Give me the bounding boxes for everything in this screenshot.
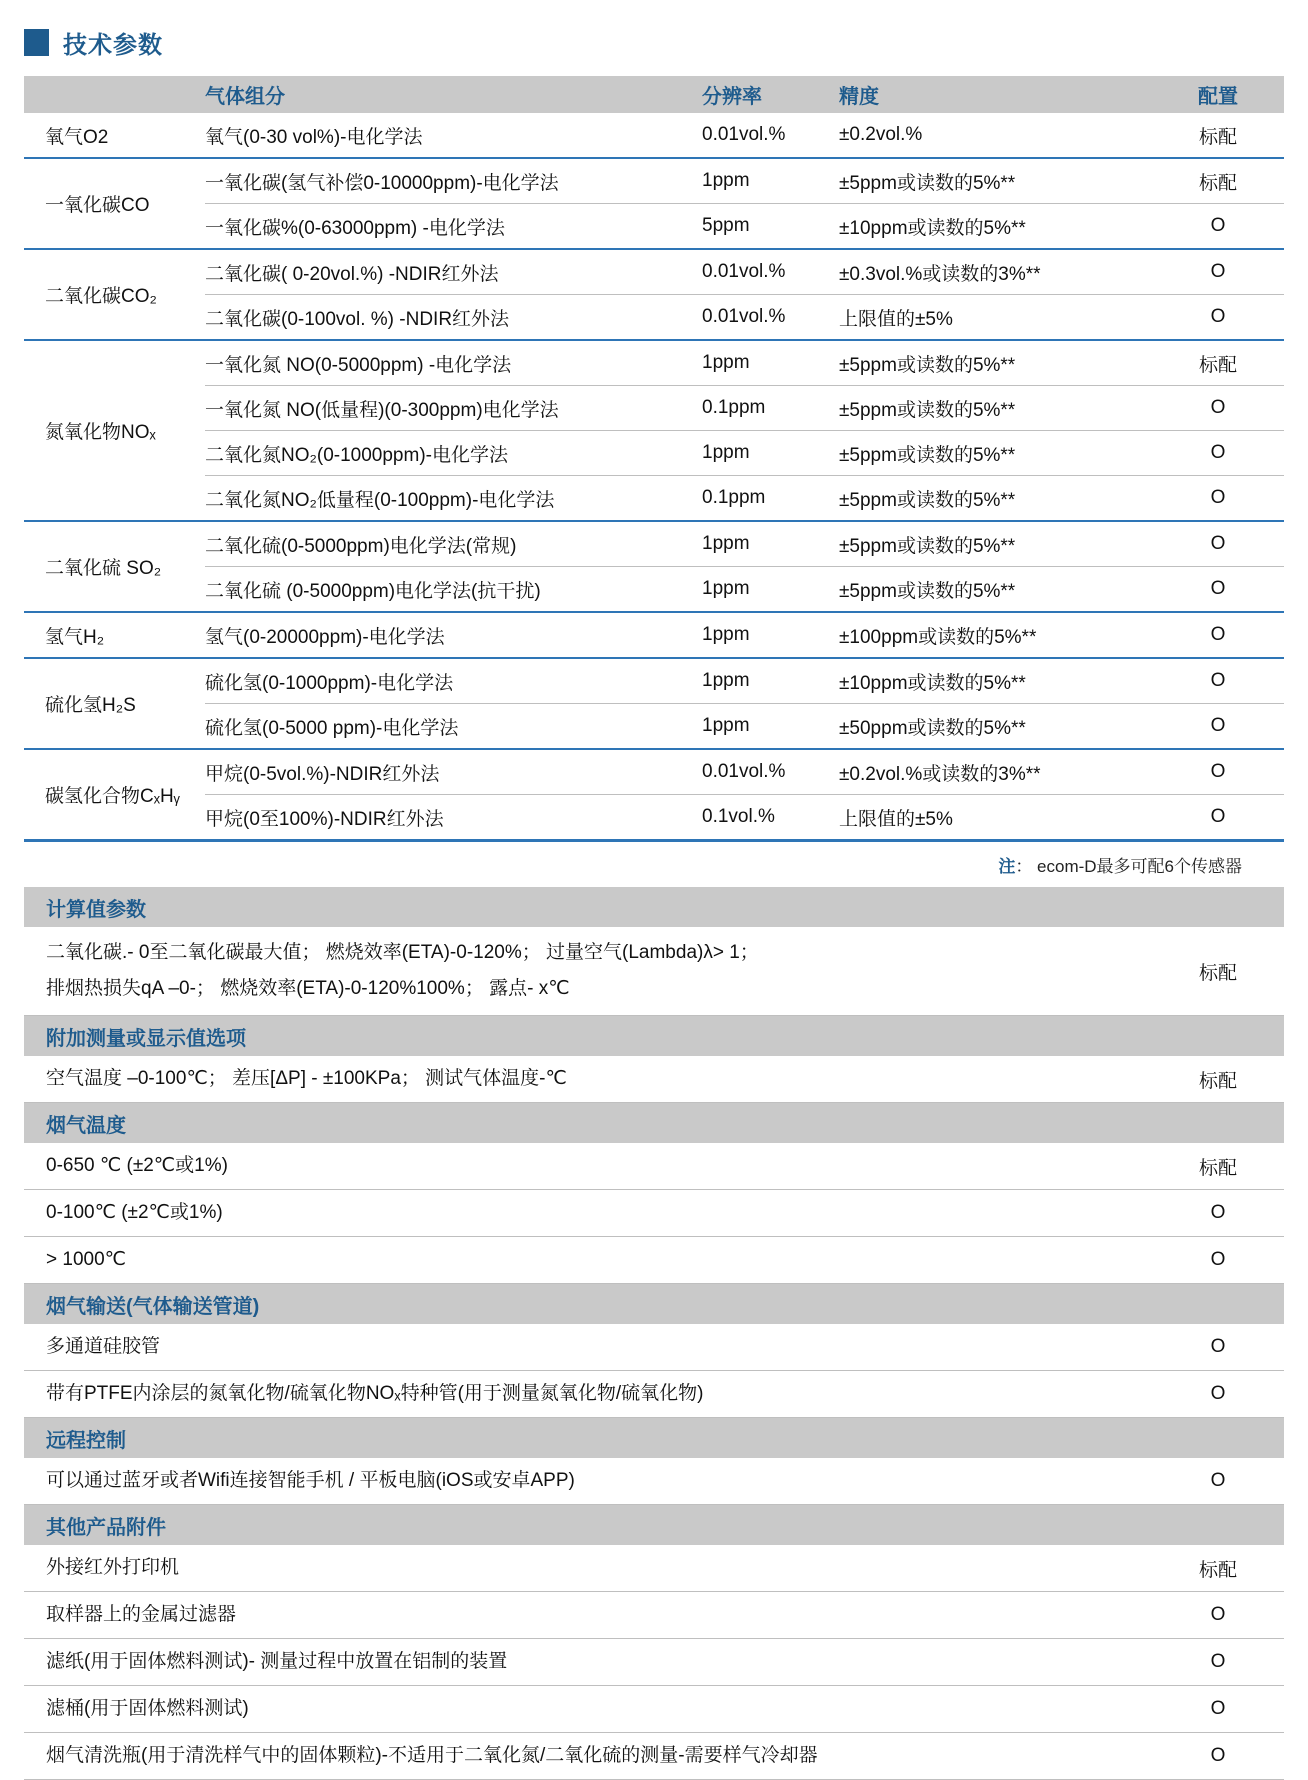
option-config: 标配 [1198,1157,1237,1179]
section-title: 烟气输送(气体输送管道) [46,1295,260,1318]
component-cell: 二氧化氮NO₂(0-1000ppm)-电化学法 [205,431,702,476]
option-row [24,1592,1284,1639]
title-square-icon [24,29,49,56]
option-text [24,1061,1152,1097]
page-title: 技术参数 [63,31,163,59]
row-group-label: 二氧化碳CO₂ [24,249,205,340]
option-row [24,1733,1284,1780]
config-cell: 标配 [1152,158,1284,204]
option-config: O [1210,1202,1226,1223]
table-row [24,795,1284,840]
component-cell: 一氧化碳%(0-63000ppm) -电化学法 [205,204,702,250]
resolution-cell: 1ppm [702,431,839,476]
spec-group-nox [24,340,1284,521]
option-row [24,1143,1284,1190]
config-cell: O [1152,749,1284,795]
option-text-line: 可以通过蓝牙或者Wifi连接智能手机 / 平板电脑(iOS或安卓APP) [46,1470,575,1491]
precision-cell: ±5ppm或读数的5%** [839,386,1152,431]
config-cell: O [1152,476,1284,522]
config-cell: O [1152,567,1284,613]
config-cell: O [1152,521,1284,567]
row-group-label: 碳氢化合物CₓHᵧ [24,749,205,839]
precision-cell: ±10ppm或读数的5%** [839,204,1152,250]
header-precision: 精度 [839,76,1152,113]
section-header-other-accessories [24,1505,1284,1545]
section-title: 计算值参数 [46,898,146,921]
option-text-line: 多通道硅胶管 [46,1336,161,1357]
option-config: O [1210,1745,1226,1766]
component-cell: 二氧化碳(0-100vol. %) -NDIR红外法 [205,295,702,341]
table-row [24,612,1284,658]
spec-table [24,76,1284,839]
option-text-line: 二氧化碳.- 0至二氧化碳最大值； 燃烧效率(ETA)-0-120%； 过量空气(Lambda)λ> 1； [46,942,759,963]
row-group-label: 氮氧化物NOₓ [24,340,205,521]
table-row [24,476,1284,522]
table-row [24,158,1284,204]
table-row [24,521,1284,567]
config-cell: O [1152,204,1284,250]
component-cell: 二氧化硫(0-5000ppm)电化学法(常规) [205,521,702,567]
spec-group-h2 [24,612,1284,658]
option-text [24,1148,1152,1184]
component-cell: 氢气(0-20000ppm)-电化学法 [205,612,702,658]
spec-group-co2 [24,249,1284,340]
resolution-cell: 1ppm [702,704,839,750]
section-title: 其他产品附件 [46,1516,166,1539]
row-group-label: 二氧化硫 SO₂ [24,521,205,612]
option-config: O [1210,1383,1226,1404]
resolution-cell: 0.01vol.% [702,295,839,341]
spec-group-o2 [24,113,1284,158]
component-cell: 氧气(0-30 vol%)-电化学法 [205,126,423,148]
section-title: 烟气温度 [46,1114,126,1137]
spec-group-co [24,158,1284,249]
option-text-line: 排烟热损失qA –0-； 燃烧效率(ETA)-0-120%100%； 露点- x℃ [46,978,570,999]
config-cell: O [1152,612,1284,658]
option-text-line: 取样器上的金属过滤器 [46,1604,237,1625]
component-cell: 硫化氢(0-1000ppm)-电化学法 [205,658,702,704]
option-config: O [1210,1698,1226,1719]
option-text-line: 0-100℃ (±2℃或1%) [46,1202,223,1223]
resolution-cell: 0.01vol.% [702,249,839,295]
precision-cell: ±5ppm或读数的5%** [839,567,1152,613]
section-header-flue-gas-temperature [24,1103,1284,1143]
option-text [24,1329,1152,1365]
note-text: ： ecom-D最多可配6个传感器 [1015,857,1242,876]
section-header-gas-transport [24,1284,1284,1324]
option-row [24,1056,1284,1103]
table-row [24,431,1284,476]
config-cell: 标配 [1152,340,1284,386]
option-config: O [1210,1651,1226,1672]
section-header-additional-measurements [24,1016,1284,1056]
resolution-cell: 1ppm [702,658,839,704]
config-cell: O [1152,704,1284,750]
precision-cell: ±0.2vol.% [839,124,923,145]
precision-cell: ±5ppm或读数的5%** [839,340,1152,386]
table-row [24,386,1284,431]
resolution-cell: 1ppm [702,567,839,613]
row-group-label: 氧气O2 [45,126,109,148]
option-text [24,1597,1152,1633]
option-text-line: 滤桶(用于固体燃料测试) [46,1698,249,1719]
header-config: 配置 [1152,76,1284,113]
precision-cell: ±5ppm或读数的5%** [839,521,1152,567]
option-config: O [1210,1604,1226,1625]
option-config: 标配 [1198,962,1237,984]
option-config: 标配 [1198,1559,1237,1581]
spec-header-row [24,76,1284,113]
resolution-cell: 1ppm [702,521,839,567]
config-cell: 标配 [1198,126,1237,148]
option-text [24,1691,1152,1727]
component-cell: 二氧化碳( 0-20vol.%) -NDIR红外法 [205,249,702,295]
spec-group-h2s [24,658,1284,749]
table-row [24,295,1284,341]
resolution-cell: 1ppm [702,340,839,386]
spec-group-so2 [24,521,1284,612]
option-text [24,1738,1152,1774]
option-text-line: 滤纸(用于固体燃料测试)- 测量过程中放置在铝制的装置 [46,1651,508,1672]
section-header-calculated-values [24,887,1284,927]
option-row [24,1639,1284,1686]
option-text [24,1242,1152,1278]
component-cell: 一氧化碳(氢气补偿0-10000ppm)-电化学法 [205,158,702,204]
component-cell: 一氧化氮 NO(低量程)(0-300ppm)电化学法 [205,386,702,431]
component-cell: 甲烷(0至100%)-NDIR红外法 [205,795,702,840]
resolution-cell: 1ppm [702,158,839,204]
resolution-cell: 0.01vol.% [702,749,839,795]
option-text [24,1376,1152,1412]
option-text-line: 外接红外打印机 [46,1557,180,1578]
table-row [24,113,1284,158]
precision-cell: ±5ppm或读数的5%** [839,476,1152,522]
resolution-cell: 0.1ppm [702,386,839,431]
resolution-cell: 5ppm [702,204,839,250]
option-row [24,927,1284,1016]
row-group-label: 一氧化碳CO [24,158,205,249]
precision-cell: ±5ppm或读数的5%** [839,431,1152,476]
component-cell: 甲烷(0-5vol.%)-NDIR红外法 [205,749,702,795]
option-row [24,1324,1284,1371]
option-text [24,1463,1152,1499]
option-text [24,1195,1152,1231]
sensor-note [24,842,1284,887]
precision-cell: ±50ppm或读数的5%** [839,704,1152,750]
table-row [24,749,1284,795]
precision-cell: 上限值的±5% [839,795,1152,840]
option-row [24,1190,1284,1237]
option-text [24,1644,1152,1680]
spec-table-wrap [24,76,1284,842]
spec-group-cxhy [24,749,1284,839]
row-group-label: 氢气H₂ [24,612,205,658]
component-cell: 硫化氢(0-5000 ppm)-电化学法 [205,704,702,750]
precision-cell: ±10ppm或读数的5%** [839,658,1152,704]
component-cell: 一氧化氮 NO(0-5000ppm) -电化学法 [205,340,702,386]
config-cell: O [1152,795,1284,840]
option-row [24,1371,1284,1418]
precision-cell: ±5ppm或读数的5%** [839,158,1152,204]
option-text [24,1550,1152,1586]
option-row [24,1237,1284,1284]
note-label: 注 [998,857,1016,876]
precision-cell: ±100ppm或读数的5%** [839,612,1152,658]
precision-cell: ±0.3vol.%或读数的3%** [839,249,1152,295]
config-cell: O [1152,658,1284,704]
page-title-row [24,26,1284,58]
section-title: 远程控制 [46,1429,126,1452]
option-config: 标配 [1198,1070,1237,1092]
option-config: O [1210,1249,1226,1270]
config-cell: O [1152,295,1284,341]
section-header-remote-control [24,1418,1284,1458]
option-text-line: > 1000℃ [46,1249,126,1270]
option-text-line: 烟气清洗瓶(用于清洗样气中的固体颗粒)-不适用于二氧化氮/二氧化硫的测量-需要样气冷却器 [46,1745,818,1766]
option-text-line: 带有PTFE内涂层的氮氧化物/硫氧化物NOₓ特种管(用于测量氮氧化物/硫氧化物) [46,1383,704,1404]
option-config: O [1210,1470,1226,1491]
table-row [24,204,1284,250]
option-text-line: 0-650 ℃ (±2℃或1%) [46,1155,228,1176]
table-row [24,704,1284,750]
option-text-line: 空气温度 –0-100℃； 差压[ΔP] - ±100KPa； 测试气体温度-℃ [46,1068,567,1089]
resolution-cell: 0.01vol.% [702,124,786,145]
resolution-cell: 0.1ppm [702,476,839,522]
header-blank [24,76,205,113]
option-row [24,1686,1284,1733]
component-cell: 二氧化硫 (0-5000ppm)电化学法(抗干扰) [205,567,702,613]
row-group-label: 硫化氢H₂S [24,658,205,749]
resolution-cell: 0.1vol.% [702,795,839,840]
table-row [24,567,1284,613]
section-title: 附加测量或显示值选项 [46,1027,246,1050]
header-resolution: 分辨率 [702,76,839,113]
option-row [24,1458,1284,1505]
table-row [24,658,1284,704]
config-cell: O [1152,431,1284,476]
config-cell: O [1152,386,1284,431]
precision-cell: ±0.2vol.%或读数的3%** [839,749,1152,795]
resolution-cell: 1ppm [702,612,839,658]
component-cell: 二氧化氮NO₂低量程(0-100ppm)-电化学法 [205,476,702,522]
header-component: 气体组分 [205,76,702,113]
option-config: O [1210,1336,1226,1357]
option-text [24,935,1152,1007]
option-row [24,1545,1284,1592]
table-row [24,249,1284,295]
table-row [24,340,1284,386]
precision-cell: 上限值的±5% [839,295,1152,341]
config-cell: O [1152,249,1284,295]
